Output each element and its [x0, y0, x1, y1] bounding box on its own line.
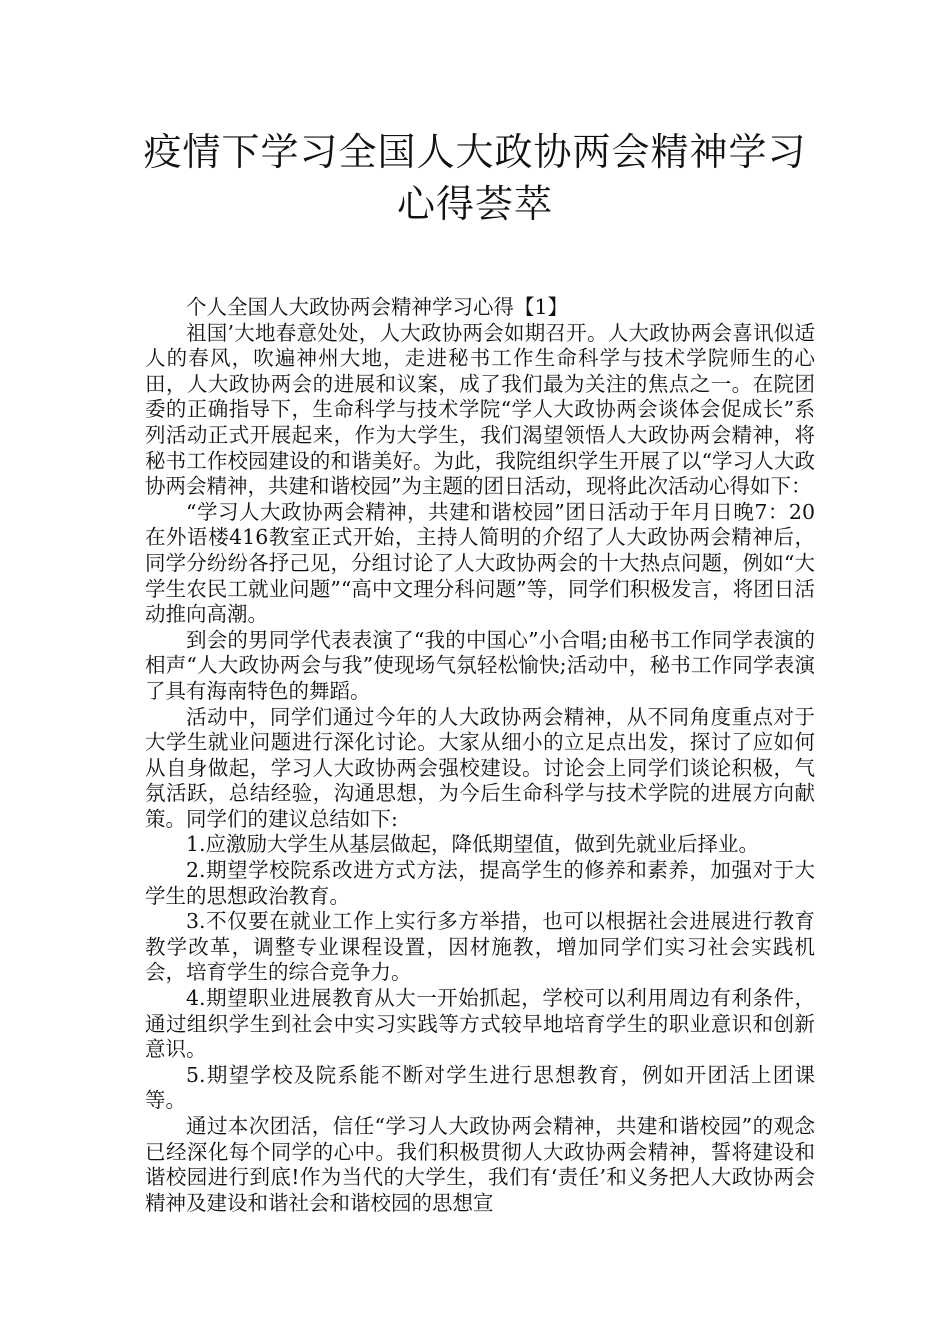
suggestion-item-3: 3.不仅要在就业工作上实行多方举措，也可以根据社会进展进行教育教学改革，调整专业课程设置，因材施教，增加同学们实习社会实践机会，培育学生的综合竞争力。 — [145, 909, 815, 985]
document-body — [145, 295, 815, 1216]
document-title-line-2: 心得荟萃 — [396, 182, 553, 226]
document-title — [100, 126, 850, 230]
paragraph-discussion: 活动中，同学们通过今年的人大政协两会精神，从不同角度重点对于大学生就业问题进行深化讨论。大家从细小的立足点出发，探讨了应如何从自身做起，学习人大政协两会强校建设。讨论会上同学们谈论积极，气氛活跃，总结经验，沟通思想，为今后生命科学与技术学院的进展方向献策。同学们的建议总结如下: — [145, 704, 815, 831]
paragraph-activity: “学习人大政协两会精神，共建和谐校园”团日活动于年月日晚7：20在外语楼416教室正式开始，主持人简明的介绍了人大政协两会精神后，同学分纷纷各抒己见，分组讨论了人大政协两会的十大热点问题，例如“大学生农民工就业问题”“高中文理分科问题”等，同学们积极发言，将团日活动推向高潮。 — [145, 499, 815, 627]
suggestion-item-4: 4.期望职业进展教育从大一开始抓起，学校可以利用周边有利条件，通过组织学生到社会中实习实践等方式较早地培育学生的职业意识和创新意识。 — [145, 986, 815, 1062]
document-title-line-1: 疫情下学习全国人大政协两会精神学习 — [143, 130, 807, 174]
section-heading: 个人全国人大政协两会精神学习心得【1】 — [186, 295, 569, 319]
paragraph-conclusion: 通过本次团活，信任“学习人大政协两会精神，共建和谐校园”的观念已经深化每个同学的心中。我们积极贯彻人大政协两会精神，誓将建设和谐校园进行到底!作为当代的大学生，我们有‘责任’和义务把人大政协两会精神及建设和谐社会和谐校园的思想宣 — [145, 1114, 815, 1215]
suggestion-item-2: 2.期望学校院系改进方式方法，提高学生的修养和素养，加强对于大学生的思想政治教育。 — [145, 858, 815, 908]
suggestion-item-5: 5.期望学校及院系能不断对学生进行思想教育，例如开团活上团课等。 — [145, 1062, 815, 1113]
suggestion-item-1: 1.应激励大学生从基层做起，降低期望值，做到先就业后择业。 — [186, 832, 760, 857]
paragraph-intro: 祖国’大地春意处处，人大政协两会如期召开。人大政协两会喜讯似适人的春风，吹遍神州大地，走进秘书工作生命科学与技术学院师生的心田，人大政协两会的进展和议案，成了我们最为关注的焦点之一。在院团委的正确指导下，生命科学与技术学院“学人大政协两会谈体会促成长”系列活动正式开展起来，作为大学生，我们渴望领悟人大政协两会精神，将秘书工作校园建设的和谐美好。为此，我院组织学生开展了以“学习人大政协两会精神，共建和谐校园”为主题的团日活动，现将此次活动心得如下： — [145, 320, 815, 499]
paragraph-performance: 到会的男同学代表表演了“我的中国心”小合唱;由秘书工作同学表演的相声“人大政协两会与我”使现场气氛轻松愉快;活动中，秘书工作同学表演了具有海南特色的舞蹈。 — [145, 627, 815, 703]
